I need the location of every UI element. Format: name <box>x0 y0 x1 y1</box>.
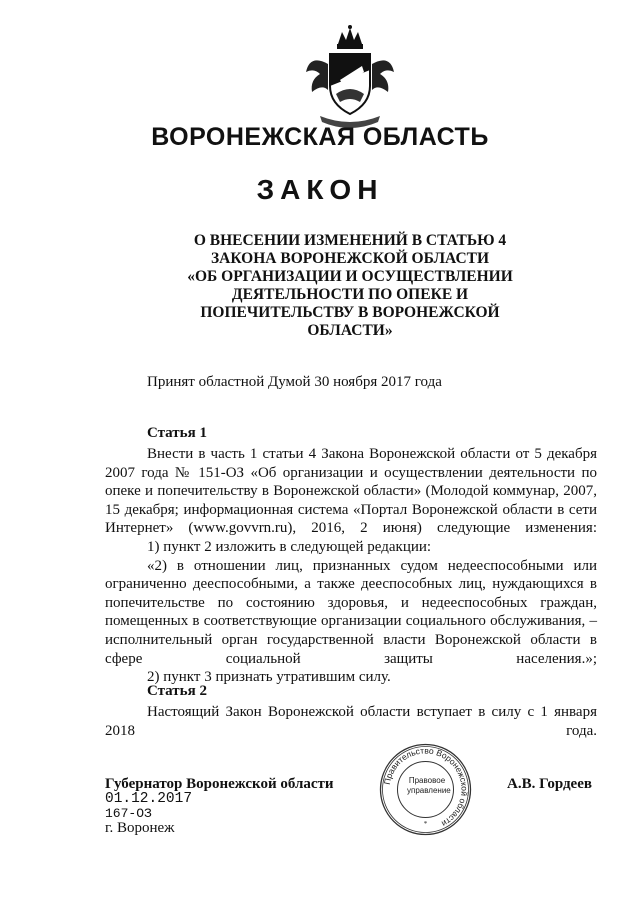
article-1-item-2: 2) пункт 3 признать утратившим силу. <box>147 669 391 686</box>
law-title-line: «ОБ ОРГАНИЗАЦИИ И ОСУЩЕСТВЛЕНИИ <box>187 268 513 285</box>
stamp-ring-text: Правительство Воронежской области <box>381 745 470 830</box>
article-1-intro: Внести в часть 1 статьи 4 Закона Воронежской области от 5 декабря 2007 года № 151-ОЗ «Об организации и осуществлении деятельности по опеке и попечительству в Воронежской области» (Молодой коммунар, 2007, 15 декабря; информационная система «Портал Воронежской области в сети Интернет» (www.govvrn.ru), 2016, 2 июня) следующие изменения: <box>105 446 597 537</box>
stamp-inner-text <box>407 776 451 796</box>
signatory-position: Губернатор Воронежской области <box>105 776 334 792</box>
stamp-inner-line: Правовое <box>408 776 446 785</box>
law-title-line: ЗАКОНА ВОРОНЕЖСКОЙ ОБЛАСТИ <box>210 250 490 267</box>
signatory-name: А.В. Гордеев <box>507 776 592 792</box>
law-title-line: ПОПЕЧИТЕЛЬСТВУ В ВОРОНЕЖСКОЙ <box>200 304 500 321</box>
article-1-item-1: 1) пункт 2 изложить в следующей редакции: <box>147 538 432 555</box>
article-2-heading: Статья 2 <box>147 683 207 699</box>
coat-of-arms-emblem <box>300 24 400 134</box>
article-1-body <box>105 445 597 687</box>
adoption-note: Принят областной Думой 30 ноября 2017 года <box>147 374 442 390</box>
law-title-line: О ВНЕСЕНИИ ИЗМЕНЕНИЙ В СТАТЬЮ 4 <box>193 232 507 249</box>
svg-text:*: * <box>423 820 428 828</box>
stamp-inner-line: управление <box>407 786 451 795</box>
article-2-text: Настоящий Закон Воронежской области вступает в силу с 1 января 2018 года. <box>105 704 597 739</box>
article-1-heading: Статья 1 <box>147 425 207 441</box>
document-type: ЗАКОН <box>256 174 384 205</box>
signing-city: г. Воронеж <box>105 820 175 836</box>
law-title-line: ОБЛАСТИ» <box>307 322 393 339</box>
signing-date: 01.12.2017 <box>105 791 193 807</box>
law-title <box>170 232 530 340</box>
law-number: 167-ОЗ <box>105 806 152 821</box>
article-1-quote: «2) в отношении лиц, признанных судом недееспособными или ограниченно дееспособными, а также дееспособных лиц, нуждающихся в попечительстве по состоянию здоровья, и недееспособных граждан, помещенных в соответствующие организации социального обслуживания, – исполнительный орган государственной власти Воронежской области в сфере социальной защиты населения.»; <box>105 557 597 667</box>
law-title-line: ДЕЯТЕЛЬНОСТИ ПО ОПЕКЕ И <box>231 286 469 303</box>
article-2-body <box>105 703 597 740</box>
region-title: ВОРОНЕЖСКАЯ ОБЛАСТЬ <box>151 123 489 151</box>
